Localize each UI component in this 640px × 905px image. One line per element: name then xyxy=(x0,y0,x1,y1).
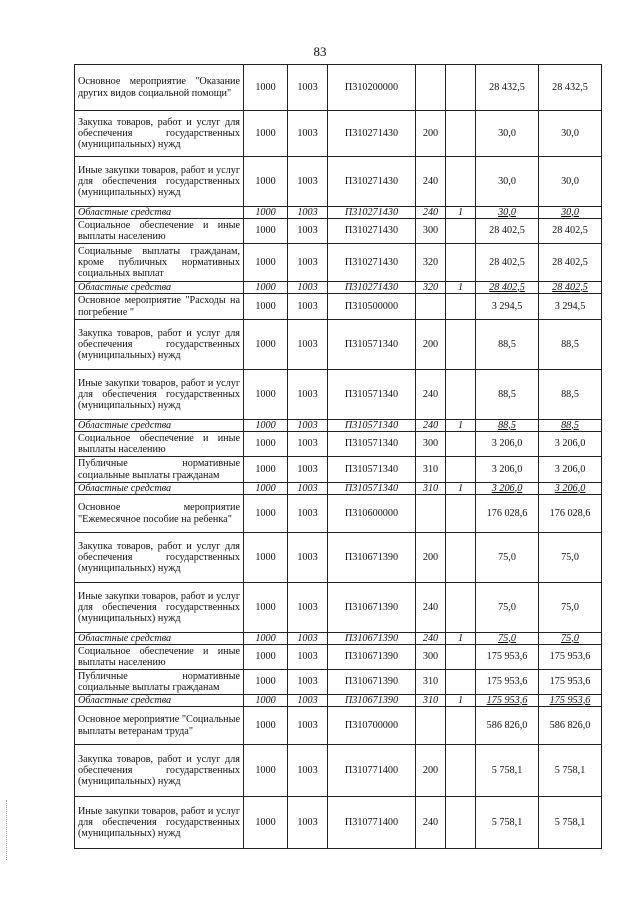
amount-second-cell: 30,0 xyxy=(539,111,602,157)
subsection-code-cell: 1003 xyxy=(288,670,328,695)
amount-first-cell: 88,5 xyxy=(476,320,539,370)
row-name-cell: Публичные нормативные социальные выплаты гражданам xyxy=(75,670,244,695)
expense-type-cell: 240 xyxy=(416,157,446,207)
subsection-code-cell: 1003 xyxy=(288,745,328,797)
target-article-cell: П310271430 xyxy=(328,111,416,157)
amount-first-cell: 28 402,5 xyxy=(476,219,539,244)
subsection-code-cell: 1003 xyxy=(288,244,328,282)
table-row xyxy=(75,219,602,244)
target-article-cell: П310271430 xyxy=(328,244,416,282)
page-number: 83 xyxy=(313,44,327,59)
expense-type-cell: 310 xyxy=(416,483,446,495)
amount-second-cell: 28 402,5 xyxy=(539,244,602,282)
target-article-cell: П310271430 xyxy=(328,207,416,219)
amount-first-cell: 175 953,6 xyxy=(476,695,539,707)
table-row xyxy=(75,294,602,320)
table-row xyxy=(75,745,602,797)
row-name-cell: Закупка товаров, работ и услуг для обеспечения государственных (муниципальных) нужд xyxy=(75,533,244,583)
expense-type-cell: 310 xyxy=(416,670,446,695)
amount-first-cell: 175 953,6 xyxy=(476,670,539,695)
row-name-cell: Закупка товаров, работ и услуг для обеспечения государственных (муниципальных) нужд xyxy=(75,111,244,157)
table-row xyxy=(75,707,602,745)
row-name-cell: Социальное обеспечение и иные выплаты населению xyxy=(75,219,244,244)
funding-source-cell: 1 xyxy=(446,207,476,219)
amount-first-cell: 3 206,0 xyxy=(476,483,539,495)
subsection-code-cell: 1003 xyxy=(288,207,328,219)
regional-funds-row xyxy=(75,695,602,707)
row-name-cell: Областные средства xyxy=(75,483,244,495)
subsection-code-cell: 1003 xyxy=(288,320,328,370)
subsection-code-cell: 1003 xyxy=(288,370,328,420)
amount-second-cell: 88,5 xyxy=(539,320,602,370)
section-code-cell: 1000 xyxy=(244,533,288,583)
row-name-cell: Социальное обеспечение и иные выплаты населению xyxy=(75,432,244,457)
subsection-code-cell: 1003 xyxy=(288,282,328,294)
row-name-cell: Иные закупки товаров, работ и услуг для обеспечения государственных (муниципальных) нужд xyxy=(75,797,244,849)
amount-first-cell: 75,0 xyxy=(476,583,539,633)
row-name-cell: Социальные выплаты гражданам, кроме публичных нормативных социальных выплат xyxy=(75,244,244,282)
expense-type-cell: 310 xyxy=(416,457,446,483)
subsection-code-cell: 1003 xyxy=(288,633,328,645)
section-code-cell: 1000 xyxy=(244,483,288,495)
section-code-cell: 1000 xyxy=(244,432,288,457)
section-code-cell: 1000 xyxy=(244,65,288,111)
amount-second-cell: 3 206,0 xyxy=(539,483,602,495)
row-name-cell: Иные закупки товаров, работ и услуг для обеспечения государственных (муниципальных) нужд xyxy=(75,370,244,420)
funding-source-cell xyxy=(446,320,476,370)
section-code-cell: 1000 xyxy=(244,633,288,645)
amount-first-cell: 28 402,5 xyxy=(476,282,539,294)
funding-source-cell xyxy=(446,457,476,483)
amount-first-cell: 88,5 xyxy=(476,420,539,432)
row-name-cell: Областные средства xyxy=(75,695,244,707)
expense-type-cell: 240 xyxy=(416,797,446,849)
expense-type-cell: 240 xyxy=(416,207,446,219)
funding-source-cell xyxy=(446,157,476,207)
target-article-cell: П310671390 xyxy=(328,645,416,670)
amount-second-cell: 175 953,6 xyxy=(539,695,602,707)
expense-type-cell xyxy=(416,294,446,320)
funding-source-cell xyxy=(446,432,476,457)
section-code-cell: 1000 xyxy=(244,294,288,320)
funding-source-cell xyxy=(446,707,476,745)
expense-type-cell xyxy=(416,65,446,111)
subsection-code-cell: 1003 xyxy=(288,797,328,849)
table-row xyxy=(75,670,602,695)
funding-source-cell: 1 xyxy=(446,483,476,495)
amount-first-cell: 28 432,5 xyxy=(476,65,539,111)
expense-type-cell: 300 xyxy=(416,219,446,244)
section-code-cell: 1000 xyxy=(244,157,288,207)
amount-second-cell: 586 826,0 xyxy=(539,707,602,745)
target-article-cell: П310571340 xyxy=(328,370,416,420)
funding-source-cell xyxy=(446,111,476,157)
subsection-code-cell: 1003 xyxy=(288,65,328,111)
expense-type-cell xyxy=(416,707,446,745)
expense-type-cell: 240 xyxy=(416,420,446,432)
expense-type-cell: 300 xyxy=(416,432,446,457)
target-article-cell: П310771400 xyxy=(328,797,416,849)
target-article-cell: П310571340 xyxy=(328,420,416,432)
funding-source-cell: 1 xyxy=(446,282,476,294)
target-article-cell: П310671390 xyxy=(328,695,416,707)
amount-second-cell: 5 758,1 xyxy=(539,797,602,849)
amount-first-cell: 5 758,1 xyxy=(476,745,539,797)
funding-source-cell xyxy=(446,370,476,420)
target-article-cell: П310571340 xyxy=(328,432,416,457)
target-article-cell: П310571340 xyxy=(328,457,416,483)
row-name-cell: Социальное обеспечение и иные выплаты населению xyxy=(75,645,244,670)
section-code-cell: 1000 xyxy=(244,495,288,533)
amount-first-cell: 88,5 xyxy=(476,370,539,420)
amount-second-cell: 5 758,1 xyxy=(539,745,602,797)
row-name-cell: Областные средства xyxy=(75,207,244,219)
target-article-cell: П310671390 xyxy=(328,583,416,633)
amount-second-cell: 75,0 xyxy=(539,583,602,633)
table-row xyxy=(75,157,602,207)
expense-type-cell: 200 xyxy=(416,533,446,583)
target-article-cell: П310671390 xyxy=(328,633,416,645)
amount-second-cell: 30,0 xyxy=(539,207,602,219)
budget-table-body xyxy=(75,65,602,849)
section-code-cell: 1000 xyxy=(244,244,288,282)
expense-type-cell: 240 xyxy=(416,370,446,420)
row-name-cell: Областные средства xyxy=(75,633,244,645)
subsection-code-cell: 1003 xyxy=(288,533,328,583)
amount-first-cell: 75,0 xyxy=(476,633,539,645)
section-code-cell: 1000 xyxy=(244,282,288,294)
amount-first-cell: 75,0 xyxy=(476,533,539,583)
amount-first-cell: 176 028,6 xyxy=(476,495,539,533)
table-row xyxy=(75,111,602,157)
section-code-cell: 1000 xyxy=(244,457,288,483)
section-code-cell: 1000 xyxy=(244,207,288,219)
funding-source-cell xyxy=(446,645,476,670)
table-row xyxy=(75,583,602,633)
table-row xyxy=(75,370,602,420)
section-code-cell: 1000 xyxy=(244,111,288,157)
funding-source-cell xyxy=(446,219,476,244)
amount-second-cell: 175 953,6 xyxy=(539,645,602,670)
subsection-code-cell: 1003 xyxy=(288,483,328,495)
target-article-cell: П310271430 xyxy=(328,157,416,207)
target-article-cell: П310571340 xyxy=(328,320,416,370)
row-name-cell: Иные закупки товаров, работ и услуг для обеспечения государственных (муниципальных) нужд xyxy=(75,157,244,207)
target-article-cell: П310271430 xyxy=(328,219,416,244)
subsection-code-cell: 1003 xyxy=(288,294,328,320)
section-code-cell: 1000 xyxy=(244,420,288,432)
row-name-cell: Закупка товаров, работ и услуг для обеспечения государственных (муниципальных) нужд xyxy=(75,320,244,370)
amount-second-cell: 176 028,6 xyxy=(539,495,602,533)
amount-second-cell: 30,0 xyxy=(539,157,602,207)
target-article-cell: П310771400 xyxy=(328,745,416,797)
funding-source-cell xyxy=(446,495,476,533)
amount-first-cell: 28 402,5 xyxy=(476,244,539,282)
funding-source-cell xyxy=(446,670,476,695)
amount-second-cell: 28 402,5 xyxy=(539,282,602,294)
section-code-cell: 1000 xyxy=(244,219,288,244)
amount-first-cell: 30,0 xyxy=(476,157,539,207)
amount-second-cell: 3 206,0 xyxy=(539,432,602,457)
row-name-cell: Основное мероприятие "Социальные выплаты ветеранам труда" xyxy=(75,707,244,745)
expense-type-cell: 200 xyxy=(416,745,446,797)
table-row xyxy=(75,495,602,533)
section-code-cell: 1000 xyxy=(244,695,288,707)
regional-funds-row xyxy=(75,282,602,294)
subsection-code-cell: 1003 xyxy=(288,583,328,633)
amount-second-cell: 28 432,5 xyxy=(539,65,602,111)
amount-first-cell: 3 294,5 xyxy=(476,294,539,320)
target-article-cell: П310700000 xyxy=(328,707,416,745)
section-code-cell: 1000 xyxy=(244,645,288,670)
expense-type-cell: 310 xyxy=(416,695,446,707)
subsection-code-cell: 1003 xyxy=(288,495,328,533)
amount-second-cell: 75,0 xyxy=(539,533,602,583)
subsection-code-cell: 1003 xyxy=(288,432,328,457)
expense-type-cell: 240 xyxy=(416,583,446,633)
row-name-cell: Публичные нормативные социальные выплаты гражданам xyxy=(75,457,244,483)
funding-source-cell xyxy=(446,583,476,633)
expense-type-cell: 320 xyxy=(416,282,446,294)
amount-first-cell: 3 206,0 xyxy=(476,432,539,457)
section-code-cell: 1000 xyxy=(244,370,288,420)
table-row xyxy=(75,645,602,670)
amount-second-cell: 28 402,5 xyxy=(539,219,602,244)
subsection-code-cell: 1003 xyxy=(288,457,328,483)
amount-second-cell: 3 294,5 xyxy=(539,294,602,320)
subsection-code-cell: 1003 xyxy=(288,707,328,745)
expense-type-cell: 200 xyxy=(416,111,446,157)
funding-source-cell: 1 xyxy=(446,695,476,707)
amount-first-cell: 586 826,0 xyxy=(476,707,539,745)
section-code-cell: 1000 xyxy=(244,745,288,797)
margin-dots xyxy=(6,800,9,860)
amount-first-cell: 30,0 xyxy=(476,207,539,219)
row-name-cell: Иные закупки товаров, работ и услуг для обеспечения государственных (муниципальных) нужд xyxy=(75,583,244,633)
row-name-cell: Основное мероприятие "Расходы на погребение " xyxy=(75,294,244,320)
amount-first-cell: 30,0 xyxy=(476,111,539,157)
section-code-cell: 1000 xyxy=(244,707,288,745)
subsection-code-cell: 1003 xyxy=(288,219,328,244)
amount-first-cell: 175 953,6 xyxy=(476,645,539,670)
regional-funds-row xyxy=(75,207,602,219)
funding-source-cell xyxy=(446,244,476,282)
amount-second-cell: 88,5 xyxy=(539,420,602,432)
target-article-cell: П310600000 xyxy=(328,495,416,533)
funding-source-cell xyxy=(446,294,476,320)
amount-first-cell: 3 206,0 xyxy=(476,457,539,483)
subsection-code-cell: 1003 xyxy=(288,111,328,157)
amount-first-cell: 5 758,1 xyxy=(476,797,539,849)
target-article-cell: П310500000 xyxy=(328,294,416,320)
subsection-code-cell: 1003 xyxy=(288,157,328,207)
table-row xyxy=(75,244,602,282)
table-row xyxy=(75,432,602,457)
funding-source-cell xyxy=(446,65,476,111)
regional-funds-row xyxy=(75,420,602,432)
target-article-cell: П310671390 xyxy=(328,533,416,583)
expense-type-cell: 200 xyxy=(416,320,446,370)
regional-funds-row xyxy=(75,483,602,495)
target-article-cell: П310671390 xyxy=(328,670,416,695)
row-name-cell: Областные средства xyxy=(75,282,244,294)
subsection-code-cell: 1003 xyxy=(288,695,328,707)
amount-second-cell: 75,0 xyxy=(539,633,602,645)
funding-source-cell: 1 xyxy=(446,633,476,645)
expense-type-cell: 320 xyxy=(416,244,446,282)
regional-funds-row xyxy=(75,633,602,645)
table-row xyxy=(75,320,602,370)
amount-second-cell: 3 206,0 xyxy=(539,457,602,483)
target-article-cell: П310200000 xyxy=(328,65,416,111)
budget-table xyxy=(74,64,602,849)
target-article-cell: П310271430 xyxy=(328,282,416,294)
funding-source-cell xyxy=(446,533,476,583)
row-name-cell: Областные средства xyxy=(75,420,244,432)
expense-type-cell xyxy=(416,495,446,533)
expense-type-cell: 240 xyxy=(416,633,446,645)
table-row xyxy=(75,65,602,111)
table-row xyxy=(75,797,602,849)
funding-source-cell xyxy=(446,745,476,797)
row-name-cell: Основное мероприятие "Ежемесячное пособие на ребенка" xyxy=(75,495,244,533)
section-code-cell: 1000 xyxy=(244,670,288,695)
table-row xyxy=(75,457,602,483)
subsection-code-cell: 1003 xyxy=(288,420,328,432)
funding-source-cell: 1 xyxy=(446,420,476,432)
section-code-cell: 1000 xyxy=(244,797,288,849)
row-name-cell: Основное мероприятие "Оказание других видов социальной помощи" xyxy=(75,65,244,111)
row-name-cell: Закупка товаров, работ и услуг для обеспечения государственных (муниципальных) нужд xyxy=(75,745,244,797)
target-article-cell: П310571340 xyxy=(328,483,416,495)
expense-type-cell: 300 xyxy=(416,645,446,670)
amount-second-cell: 88,5 xyxy=(539,370,602,420)
subsection-code-cell: 1003 xyxy=(288,645,328,670)
amount-second-cell: 175 953,6 xyxy=(539,670,602,695)
table-row xyxy=(75,533,602,583)
funding-source-cell xyxy=(446,797,476,849)
section-code-cell: 1000 xyxy=(244,583,288,633)
section-code-cell: 1000 xyxy=(244,320,288,370)
